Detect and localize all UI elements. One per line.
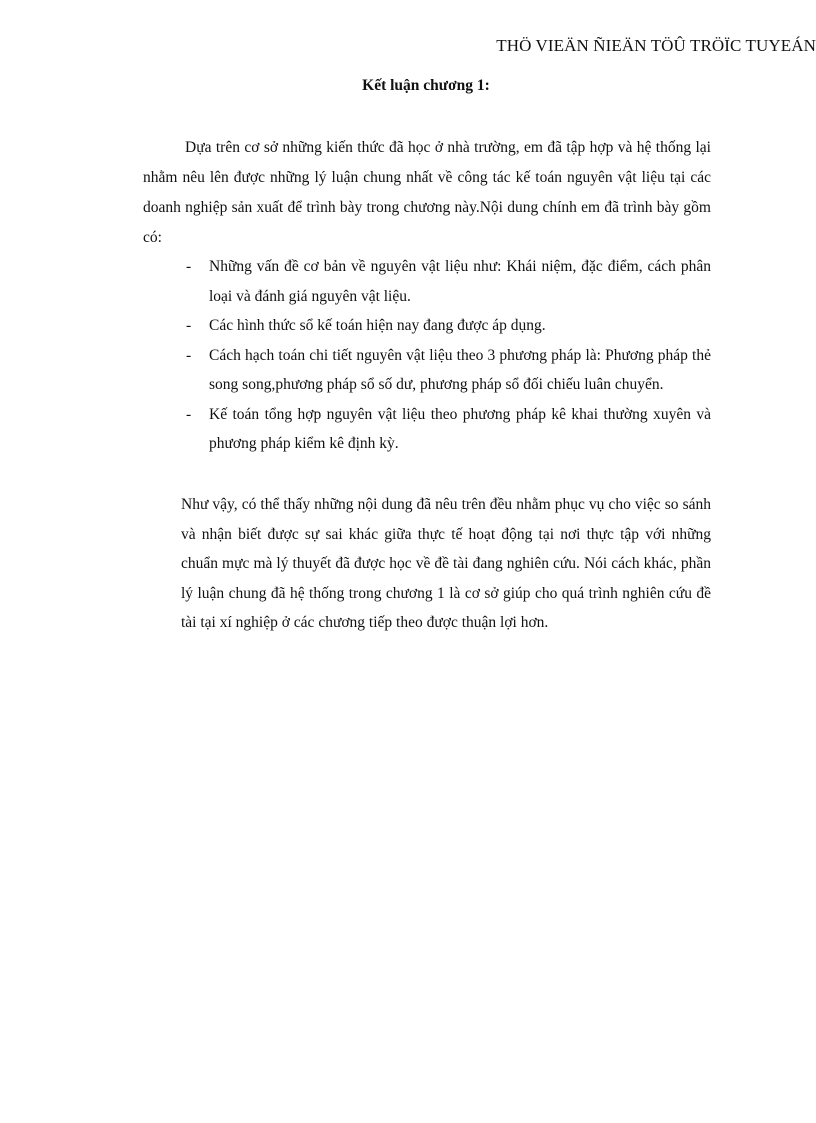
- list-item-text: Các hình thức sổ kế toán hiện nay đang được áp dụng.: [209, 317, 546, 334]
- conclusion-paragraph: Như vậy, có thể thấy những nội dung đã nêu trên đều nhằm phục vụ cho việc so sánh và nhận biết được sự sai khác giữa thực tế hoạt động tại nơi thực tập với những chuẩn mực mà lý thuyết đã được học về đề tài đang nghiên cứu. Nói cách khác, phần lý luận chung đã hệ thống trong chương 1 là cơ sở giúp cho quá trình nghiên cứu đề tài tại xí nghiệp ở các chương tiếp theo được thuận lợi hơn.: [181, 496, 711, 631]
- list-item: [186, 311, 711, 341]
- bullet-dash: -: [186, 346, 192, 364]
- page-header: THÖ VIEÄN ÑIEÄN TÖÛ TRÖÏC TUYEÁN: [496, 36, 816, 55]
- intro-paragraph: Dựa trên cơ sở những kiến thức đã học ở nhà trường, em đã tập hợp và hệ thống lại nhằm nêu lên được những lý luận chung nhất về công tác kế toán nguyên vật liệu tại các doanh nghiệp sản xuất để trình bày trong chương này.Nội dung chính em đã trình bày gồm có:: [143, 139, 711, 246]
- list-item-text: Kế toán tổng hợp nguyên vật liệu theo phương pháp kê khai thường xuyên và phương pháp kiểm kê định kỳ.: [209, 405, 711, 452]
- list-item: [186, 400, 711, 459]
- list-item: [186, 252, 711, 311]
- section-title: Kết luận chương 1:: [362, 77, 490, 94]
- bullet-dash: -: [186, 317, 192, 334]
- list-item-text: Những vấn đề cơ bản về nguyên vật liệu như: Khái niệm, đặc điểm, cách phân loại và đánh giá nguyên vật liệu.: [209, 258, 711, 305]
- bullet-dash: -: [186, 258, 192, 275]
- bullet-list: [186, 252, 711, 459]
- bullet-dash: -: [186, 405, 192, 423]
- list-item-text: Cách hạch toán chi tiết nguyên vật liệu theo 3 phương pháp là: Phương pháp thẻ song song,phương pháp sổ số dư, phương pháp sổ đối chiếu luân chuyển.: [209, 346, 711, 393]
- list-item: [186, 341, 711, 400]
